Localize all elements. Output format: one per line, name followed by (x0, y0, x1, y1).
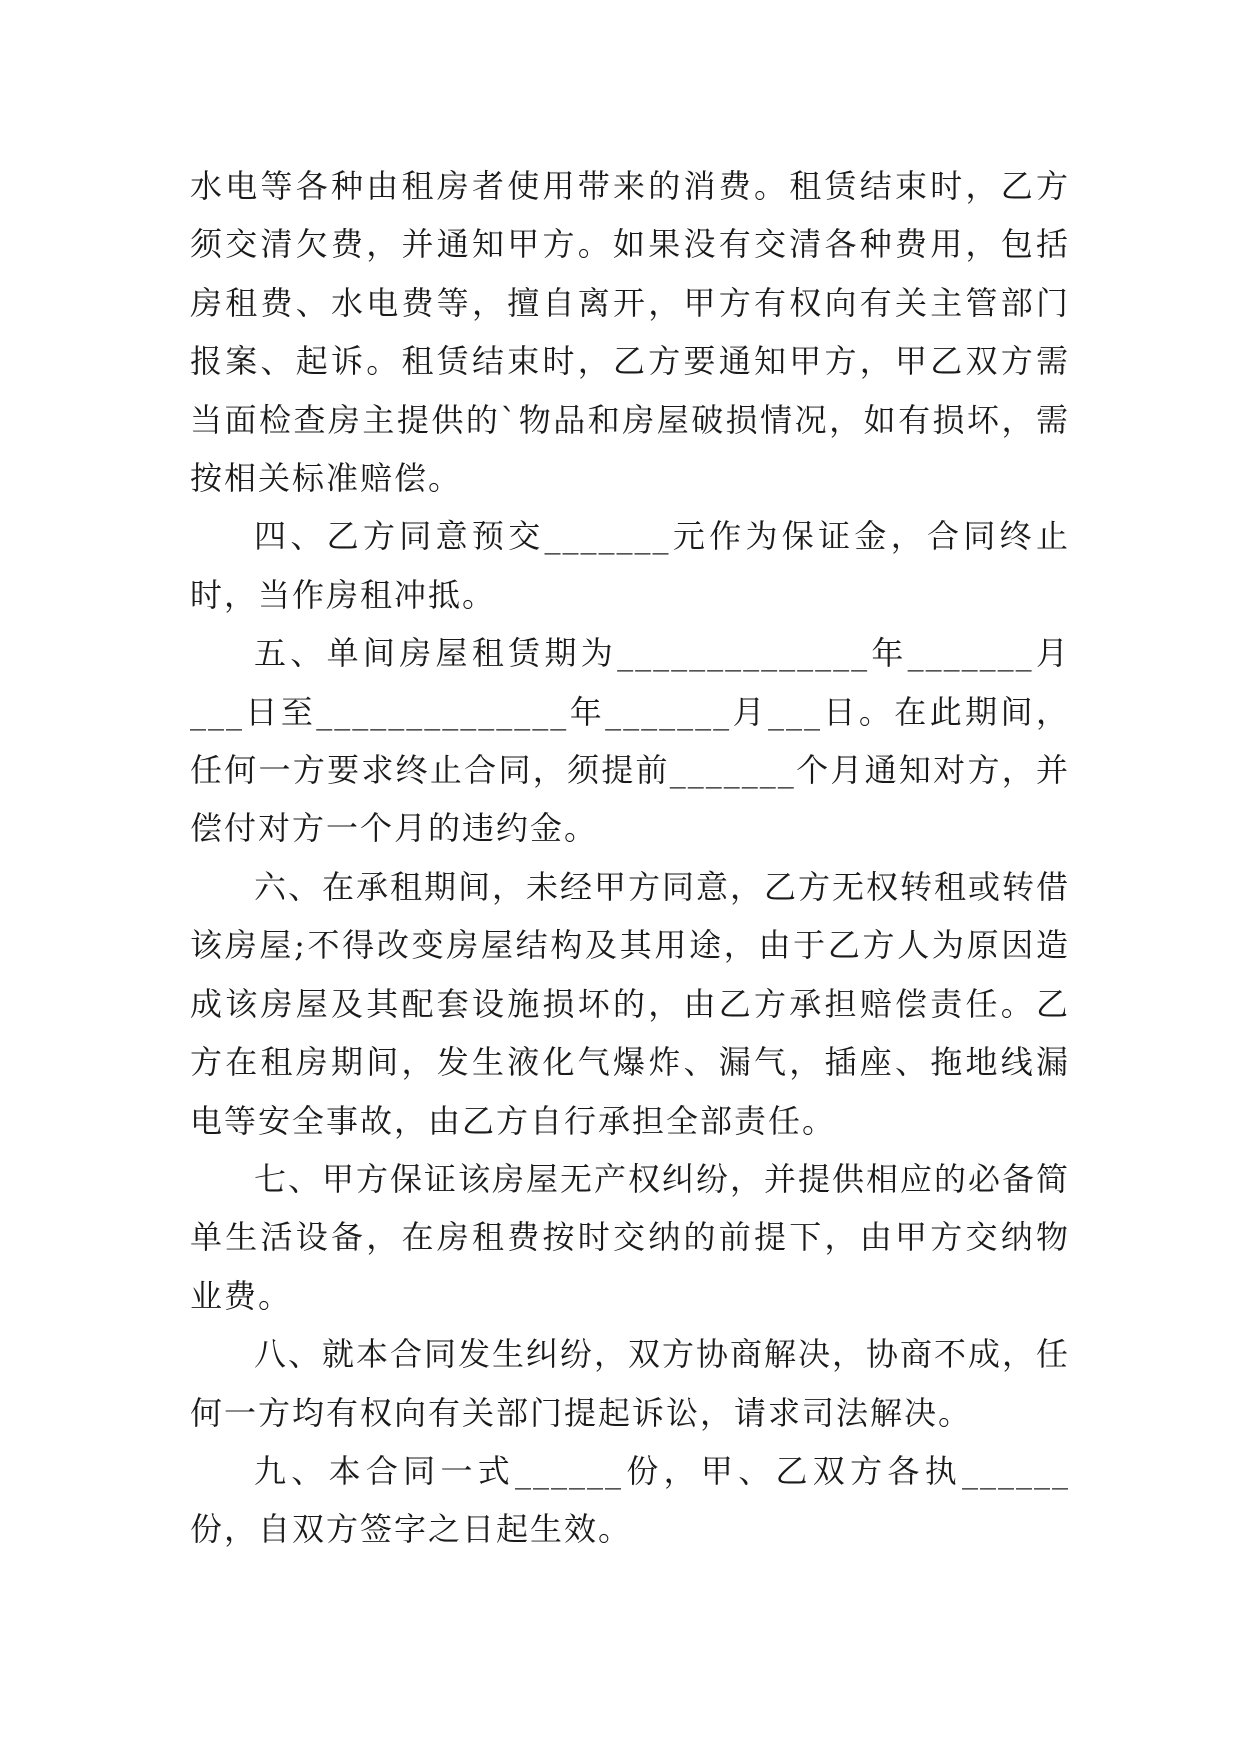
paragraph-clause-8: 八、就本合同发生纠纷，双方协商解决，协商不成，任何一方均有权向有关部门提起诉讼，请求司法解决。 (190, 1335, 1071, 1432)
paragraph-clause-7: 七、甲方保证该房屋无产权纠纷，并提供相应的必备简单生活设备，在房租费按时交纳的前提下，由甲方交纳物业费。 (190, 1159, 1071, 1315)
paragraph-clause-4: 四、乙方同意预交_______元作为保证金，合同终止时，当作房租冲抵。 (190, 517, 1070, 614)
contract-body (190, 157, 1070, 1559)
paragraph-clause-5: 五、单间房屋租赁期为______________年_______月___日至______________年_______月___日。在此期间，任何一方要求终止合同，须提前_______个月通知对方，并偿付对方一个月的违约金。 (190, 634, 1070, 848)
paragraph-clause-9: 九、本合同一式______份，甲、乙双方各执______份，自双方签字之日起生效。 (190, 1451, 1070, 1549)
paragraph-deposit-settlement: 水电等各种由租房者使用带来的消费。租赁结束时，乙方须交清欠费，并通知甲方。如果没有交清各种费用，包括房租费、水电费等，擅自离开，甲方有权向有关主管部门报案、起诉。租赁结束时，乙方要通知甲方，甲乙双方需当面检查房主提供的`物品和房屋破损情况，如有损坏，需按相关标准赔偿。 (190, 167, 1070, 498)
paragraph-clause-6: 六、在承租期间，未经甲方同意，乙方无权转租或转借该房屋;不得改变房屋结构及其用途，由于乙方人为原因造成该房屋及其配套设施损坏的，由乙方承担赔偿责任。乙方在租房期间，发生液化气爆炸、漏气，插座、拖地线漏电等安全事故，由乙方自行承担全部责任。 (190, 867, 1071, 1140)
